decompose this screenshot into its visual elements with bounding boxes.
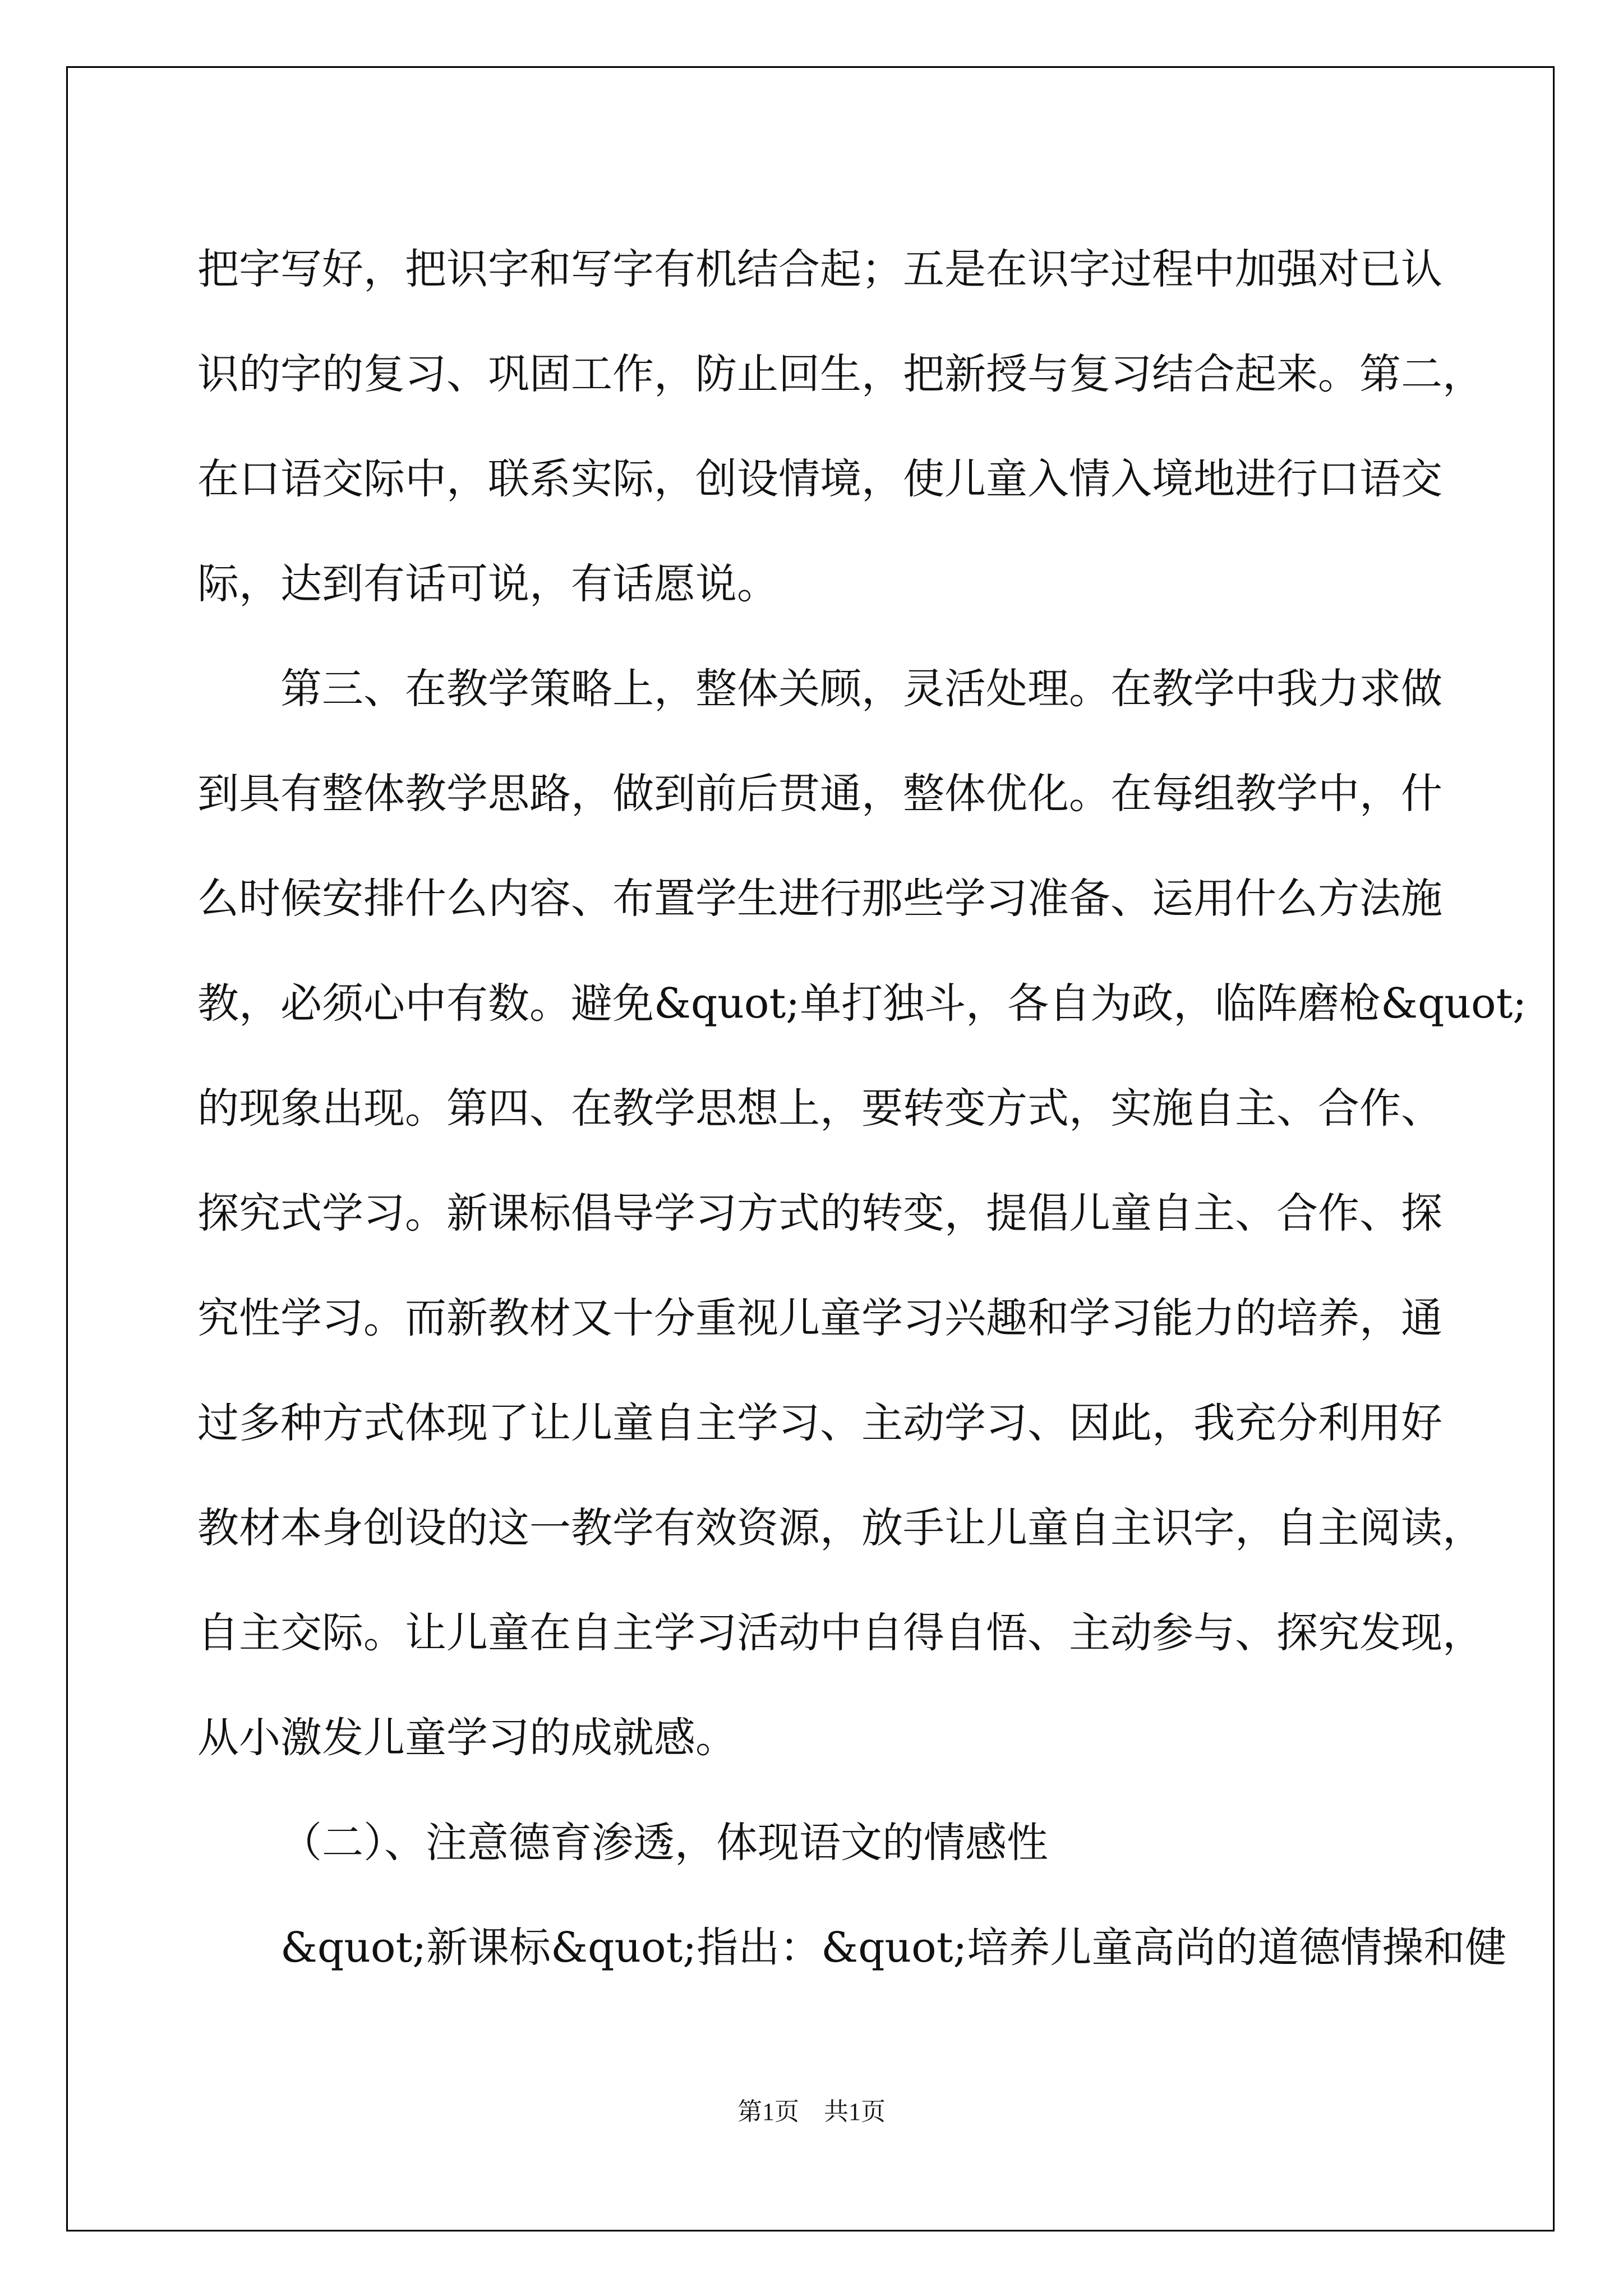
text-line: 过多种方式体现了让儿童自主学习、主动学习、因此，我充分利用好: [197, 1399, 1442, 1447]
text-line: 到具有整体教学思路，做到前后贯通，整体优化。在每组教学中，什: [197, 770, 1442, 818]
paragraph-start-line: 第三、在教学策略上，整体关顾，灵活处理。在教学中我力求做: [280, 665, 1442, 713]
text-line: 把字写好，把识字和写字有机结合起；五是在识字过程中加强对已认: [197, 245, 1442, 293]
text-line: 自主交际。让儿童在自主学习活动中自得自悟、主动参与、探究发现，: [197, 1609, 1484, 1657]
text-line: 的现象出现。第四、在教学思想上，要转变方式，实施自主、合作、: [197, 1084, 1442, 1133]
page-number: 第1页 共1页: [737, 2098, 886, 2125]
text-line: 教材本身创设的这一教学有效资源，放手让儿童自主识字，自主阅读，: [197, 1504, 1484, 1552]
paragraph-start-line: &quot;新课标&quot;指出：&quot;培养儿童高尚的道德情操和健: [280, 1924, 1507, 1972]
text-line: 际，达到有话可说，有话愿说。: [197, 560, 778, 608]
text-line: 么时候安排什么内容、布置学生进行那些学习准备、运用什么方法施: [197, 875, 1442, 923]
text-line: 从小激发儿童学习的成就感。: [197, 1714, 737, 1762]
text-line: 识的字的复习、巩固工作，防止回生，把新授与复习结合起来。第二，: [197, 350, 1484, 398]
text-line: 教，必须心中有数。避免&quot;单打独斗，各自为政，临阵磨枪&quot;: [197, 979, 1527, 1028]
section-heading: （二）、注意德育渗透，体现语文的情感性: [280, 1819, 1048, 1867]
text-line: 在口语交际中，联系实际，创设情境，使儿童入情入境地进行口语交: [197, 455, 1442, 503]
text-line: 究性学习。而新教材又十分重视儿童学习兴趣和学习能力的培养，通: [197, 1294, 1442, 1342]
text-line: 探究式学习。新课标倡导学习方式的转变，提倡儿童自主、合作、探: [197, 1189, 1442, 1237]
document-body: [197, 217, 1527, 2000]
